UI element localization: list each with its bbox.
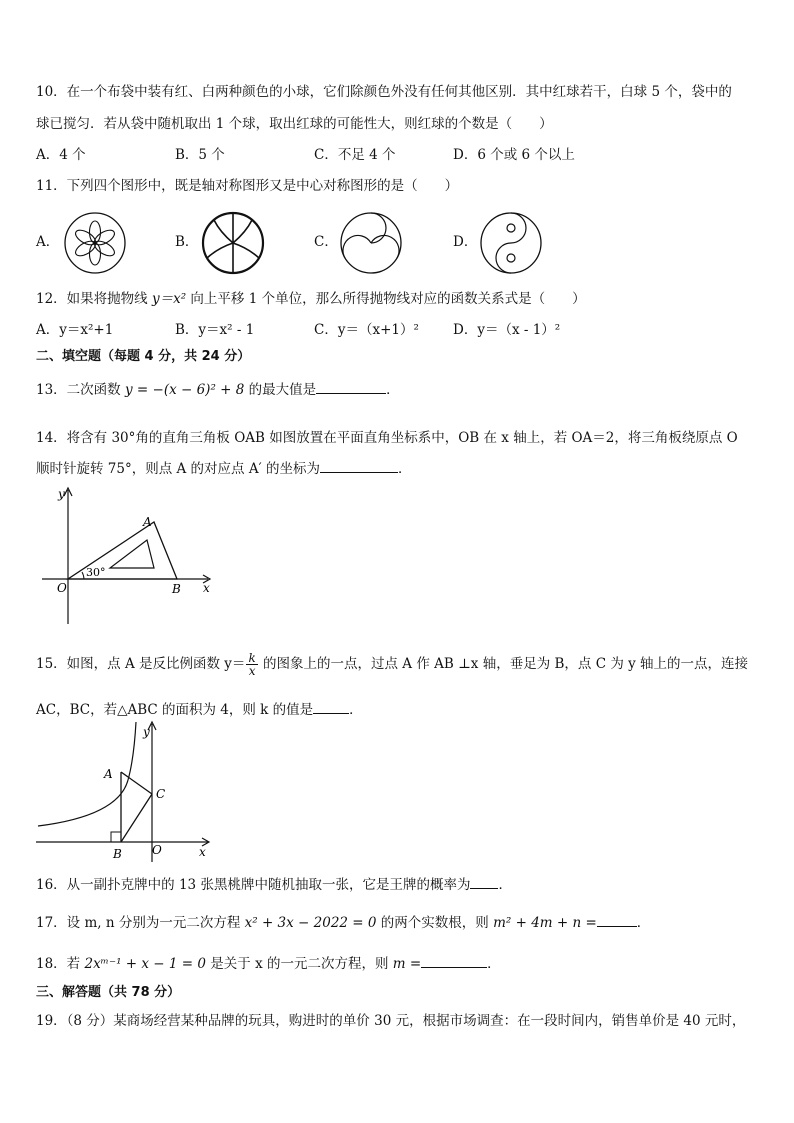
q16-end: ．: [498, 877, 512, 893]
q16-text: 16．从一副扑克牌中的 13 张黑桃牌中随机抽取一张，它是王牌的概率为: [36, 877, 471, 893]
q14-line1: 14．将含有 30°角的直角三角板 OAB 如图放置在平面直角坐标系中，OB 在 x 轴上，若 OA＝2，将三角板绕原点 O: [36, 430, 738, 446]
q15-figure: [36, 720, 216, 866]
q17: [36, 912, 650, 933]
q15-line2-text: AC，BC，若△ABC 的面积为 4，则 k 的值是: [36, 702, 314, 718]
q10-line1: 10．在一个布袋中装有红、白两种颜色的小球，它们除颜色外没有任何其他区别．其中红球若干，白球 5 个，袋中的: [36, 84, 732, 100]
q15-o-label: O: [152, 843, 162, 857]
yin-yang-figure: [478, 210, 544, 276]
q14-figure: [40, 484, 215, 626]
q10-option-c: C．不足 4 个: [314, 147, 396, 163]
q11-label-c: C．: [314, 234, 338, 250]
q14-line2-text: 顺时针旋转 75°，则点 A 的对应点 A′ 的坐标为: [36, 461, 320, 477]
q17-pre: 17．设 m, n 分别为一元二次方程: [36, 915, 245, 931]
q17-eq: x² + 3x − 2022 = 0: [244, 915, 377, 931]
q15-c-label: C: [156, 787, 166, 801]
q11-stem: 11．下列四个图形中，既是轴对称图形又是中心对称图形的是（ ）: [36, 178, 459, 194]
q13-post: 的最大值是: [244, 382, 317, 398]
q14-x-label: x: [203, 581, 210, 595]
q14-b-label: B: [172, 582, 181, 596]
q12-stem: [36, 289, 586, 309]
q14-y-label: y: [58, 487, 65, 501]
swirl-figure: [338, 210, 404, 276]
q16: [36, 874, 512, 895]
q15-end: ．: [349, 702, 363, 718]
q15-frac-den: x: [248, 664, 256, 678]
q15-b-label: B: [113, 847, 122, 861]
q17-mid: 的两个实数根，则: [376, 915, 494, 931]
q13-end: ．: [386, 382, 400, 398]
q11-label-b: B．: [175, 234, 199, 250]
q15-answer-blank: [313, 699, 349, 714]
q13-answer-blank: [316, 379, 386, 394]
q14-o-label: O: [57, 581, 67, 595]
q18-eq: 2xᵐ⁻¹ + x − 1 = 0: [84, 956, 206, 972]
q14-line2: [36, 458, 411, 479]
q15-x-label: x: [199, 845, 206, 859]
q15-a-label: A: [104, 767, 113, 781]
section-fill-in-title: 二、填空题（每题 4 分，共 24 分）: [36, 349, 251, 364]
q19-line1: 19．（8 分）某商场经营某种品牌的玩具，购进时的单价 30 元，根据市场调查：在一段时间内，销售单价是 40 元时，: [36, 1013, 746, 1029]
q18-end: ．: [487, 956, 501, 972]
q14-end: ．: [397, 461, 412, 477]
q15-y-label: y: [143, 725, 150, 739]
q12-stem-post: 向上平移 1 个单位，那么所得抛物线对应的函数关系式是（ ）: [186, 291, 586, 307]
q15-fraction: [246, 652, 257, 677]
q10-line2: 球已搅匀．若从袋中随机取出 1 个球，取出红球的可能性大，则红球的个数是（ ）: [36, 116, 553, 132]
q15-line1-post: 的图象上的一点，过点 A 作 AB ⊥x 轴，垂足为 B，点 C 为 y 轴上的一点，连接: [258, 656, 749, 672]
q11-label-a: A．: [36, 234, 60, 250]
q12-stem-func: y＝x²: [151, 291, 187, 307]
q13-pre: 13．二次函数: [36, 382, 125, 398]
q15-line2: [36, 699, 363, 720]
q13-expr: y = −(x − 6)² + 8: [124, 382, 245, 398]
q18-answer-blank: [421, 953, 487, 968]
q11-label-d: D．: [453, 234, 478, 250]
q18-expr: m =: [392, 956, 422, 972]
q14-answer-blank: [320, 458, 398, 473]
q12-option-d: D．y＝（x - 1）²: [453, 322, 561, 338]
q17-expr: m² + 4m + n =: [493, 915, 597, 931]
q14-a-label: A: [143, 515, 152, 529]
q12-option-b: B．y＝x² - 1: [175, 322, 255, 338]
q12-option-c: C．y＝（x+1）²: [314, 322, 419, 338]
q12-stem-pre: 12．如果将抛物线: [36, 291, 152, 307]
q18-mid: 是关于 x 的一元二次方程，则: [205, 956, 393, 972]
q10-option-d: D．6 个或 6 个以上: [453, 147, 575, 163]
q13: [36, 379, 400, 400]
q15-line1: [36, 651, 748, 677]
flower-figure: [62, 210, 128, 276]
q17-end: ．: [636, 915, 651, 931]
section-answer-title: 三、解答题（共 78 分）: [36, 985, 181, 1000]
q17-answer-blank: [597, 912, 637, 927]
q10-option-b: B．5 个: [175, 147, 225, 163]
q18: [36, 953, 501, 974]
q15-line1-pre: 15．如图，点 A 是反比例函数 y＝: [36, 656, 246, 672]
q15-frac-num: k: [248, 651, 256, 665]
q12-option-a: A．y＝x²+1: [36, 322, 114, 338]
trefoil-figure: [200, 210, 266, 276]
q10-option-a: A．4 个: [36, 147, 86, 163]
q14-angle-label: 30°: [86, 566, 106, 579]
q16-answer-blank: [470, 874, 498, 889]
q18-pre: 18．若: [36, 956, 85, 972]
